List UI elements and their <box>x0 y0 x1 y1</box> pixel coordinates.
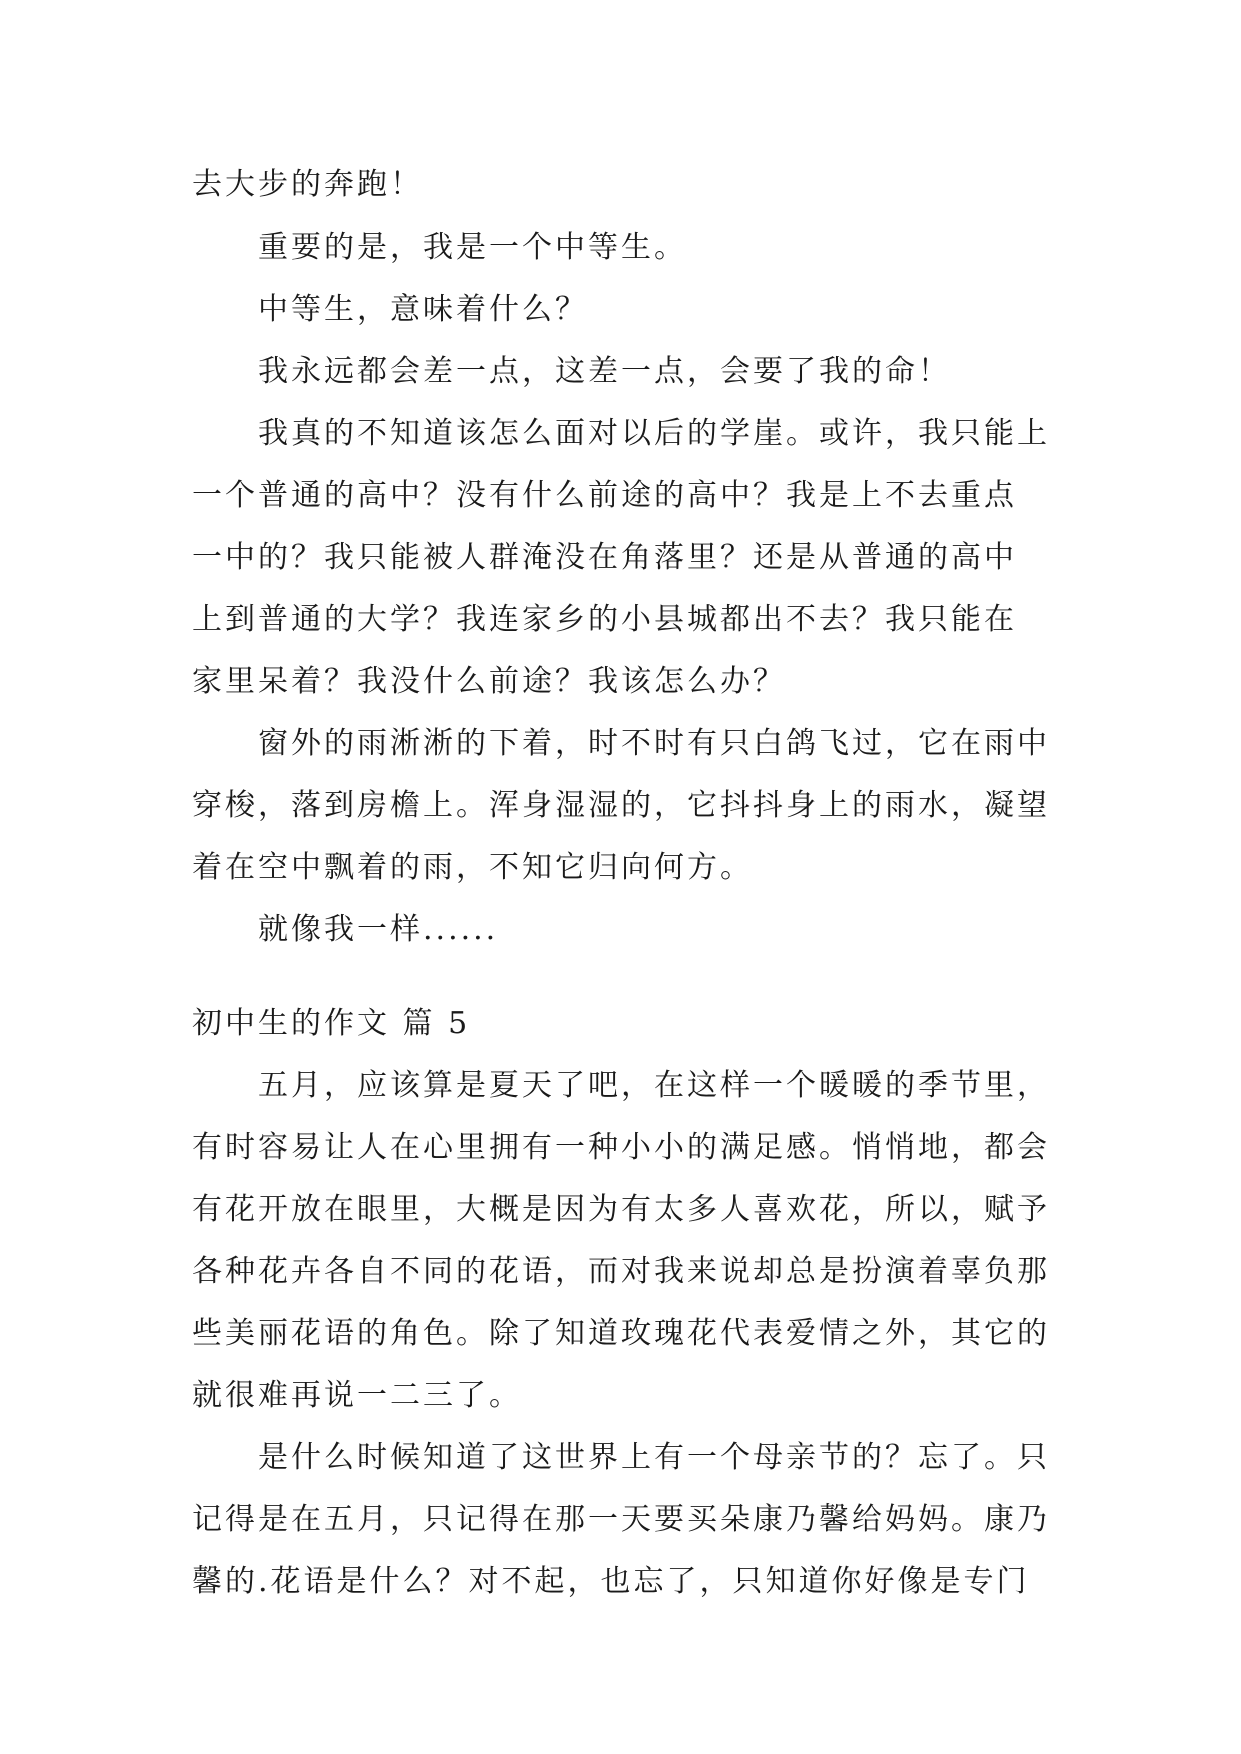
paragraph-line: 一中的？我只能被人群淹没在角落里？还是从普通的高中 <box>192 540 1017 575</box>
paragraph-line: 中等生，意味着什么？ <box>258 292 588 327</box>
paragraph-line: 去大步的奔跑！ <box>192 167 423 202</box>
paragraph-line: 各种花卉各自不同的花语，而对我来说却总是扮演着辜负那 <box>192 1254 1050 1289</box>
paragraph-line: 有时容易让人在心里拥有一种小小的满足感。悄悄地，都会 <box>192 1130 1050 1165</box>
paragraph-line: 穿梭，落到房檐上。浑身湿湿的，它抖抖身上的雨水，凝望 <box>192 788 1050 823</box>
paragraph-line: 着在空中飘着的雨，不知它归向何方。 <box>192 850 753 885</box>
paragraph-line: 是什么时候知道了这世界上有一个母亲节的？忘了。只 <box>258 1440 1050 1475</box>
paragraph-line: 有花开放在眼里，大概是因为有太多人喜欢花，所以，赋予 <box>192 1192 1050 1227</box>
paragraph-line: 上到普通的大学？我连家乡的小县城都出不去？我只能在 <box>192 602 1017 637</box>
paragraph-line: 记得是在五月，只记得在那一天要买朵康乃馨给妈妈。康乃 <box>192 1502 1050 1537</box>
paragraph-line: 我永远都会差一点，这差一点，会要了我的命！ <box>258 354 951 389</box>
paragraph-line: 家里呆着？我没什么前途？我该怎么办？ <box>192 664 786 699</box>
paragraph-line: 馨的.花语是什么？对不起，也忘了，只知道你好像是专门 <box>192 1564 1030 1599</box>
paragraph-line: 窗外的雨淅淅的下着，时不时有只白鸽飞过，它在雨中 <box>258 726 1050 761</box>
paragraph-line: 就像我一样...... <box>258 912 499 947</box>
paragraph-line: 就很难再说一二三了。 <box>192 1378 522 1413</box>
paragraph-line: 重要的是，我是一个中等生。 <box>258 230 687 265</box>
paragraph-line: 些美丽花语的角色。除了知道玫瑰花代表爱情之外，其它的 <box>192 1316 1050 1351</box>
paragraph-line: 一个普通的高中？没有什么前途的高中？我是上不去重点 <box>192 478 1017 513</box>
paragraph-line: 我真的不知道该怎么面对以后的学崖。或许，我只能上 <box>258 416 1050 451</box>
paragraph-line: 五月，应该算是夏天了吧，在这样一个暖暖的季节里， <box>258 1068 1050 1103</box>
section-heading: 初中生的作文 篇 5 <box>192 1006 471 1041</box>
